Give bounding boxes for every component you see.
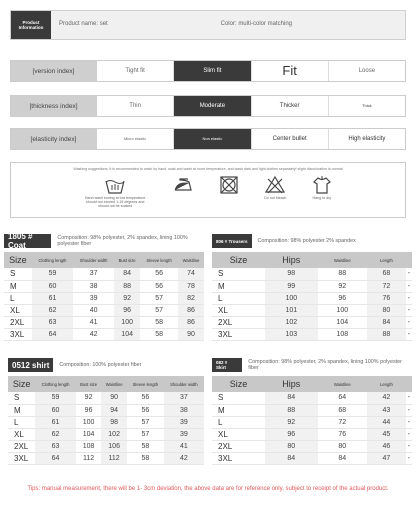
table-cell: 3XL (4, 328, 32, 340)
table-cell: - (406, 440, 412, 452)
table-cell: 59 (35, 392, 75, 404)
column-header (406, 376, 412, 392)
trousers-composition: Composition: 98% polyester 2% spandex (257, 237, 356, 244)
table-cell: 58 (127, 452, 164, 464)
hand-wash-icon: Hand wash ironing at low temperature should not exceed 1-15 degrees and should not be soaked (83, 175, 147, 208)
table-cell: 38 (164, 404, 204, 416)
table-cell: 56 (127, 392, 164, 404)
iron-icon (172, 175, 194, 208)
table-cell: 60 (32, 280, 73, 292)
table-cell: 112 (101, 452, 126, 464)
table-cell: 43 (367, 404, 406, 416)
table-row (212, 304, 412, 316)
table-cell: - (406, 328, 412, 340)
index-row (10, 95, 406, 117)
column-header: Clothing length (35, 376, 75, 392)
table-cell: 92 (318, 280, 367, 292)
column-header: Shoulder width (73, 252, 114, 268)
table-cell: 92 (265, 416, 318, 428)
table-cell: M (8, 404, 35, 416)
table-cell: M (212, 404, 265, 416)
table-cell: 45 (367, 428, 406, 440)
table-row (212, 440, 412, 452)
table-cell: 102 (101, 428, 126, 440)
table-cell: - (406, 316, 412, 328)
table-cell: 84 (265, 452, 318, 464)
table-cell: 100 (76, 416, 102, 428)
column-header: Hips (265, 376, 318, 392)
table-cell: S (4, 268, 32, 280)
index-label: [thickness index] (10, 95, 97, 117)
table-row (8, 404, 204, 416)
index-option: Micro elastic (97, 128, 174, 150)
column-header: Sleeve length (127, 376, 164, 392)
table-cell: S (212, 392, 265, 404)
table-cell: S (212, 268, 265, 280)
table-cell: 57 (127, 428, 164, 440)
index-label: [version index] (10, 60, 97, 82)
column-header (406, 252, 412, 268)
table-cell: 37 (164, 392, 204, 404)
table-cell: XL (212, 428, 265, 440)
table-cell: 40 (73, 304, 114, 316)
table-cell: 94 (101, 404, 126, 416)
table-cell: 72 (318, 416, 367, 428)
table-cell: 96 (76, 404, 102, 416)
table-cell: 42 (367, 392, 406, 404)
table-row (212, 292, 412, 304)
table-row (8, 428, 204, 440)
table-row (8, 452, 204, 464)
table-row (4, 316, 204, 328)
table-cell: 86 (178, 316, 204, 328)
index-option: Tight fit (97, 60, 174, 82)
column-header: Size (4, 252, 32, 268)
product-color: Color: multi-color matching (213, 11, 405, 39)
coat-size-table (4, 234, 204, 341)
table-row (212, 428, 412, 440)
table-cell: 41 (164, 440, 204, 452)
table-cell: - (406, 428, 412, 440)
index-option: Thick (329, 95, 406, 117)
index-option: Thin (97, 95, 174, 117)
index-option: Moderate (174, 95, 251, 117)
table-cell: 3XL (212, 328, 265, 340)
table-cell: 58 (140, 316, 178, 328)
shirt-tag: 0512 shirt (8, 358, 53, 372)
table-cell: 96 (114, 304, 140, 316)
hang-to-dry-icon: Hang to dry (311, 175, 333, 208)
table-cell: 60 (35, 404, 75, 416)
index-row (10, 128, 406, 150)
table-cell: 58 (140, 328, 178, 340)
table-cell: 39 (73, 292, 114, 304)
table-cell: 42 (73, 328, 114, 340)
column-header: Bust size (76, 376, 102, 392)
table-cell: 58 (127, 440, 164, 452)
table-cell: 104 (76, 428, 102, 440)
table-cell: 98 (101, 416, 126, 428)
column-header: Waistline (318, 376, 367, 392)
table-row (4, 328, 204, 340)
table-cell: 88 (114, 280, 140, 292)
table-cell: 44 (367, 416, 406, 428)
table-cell: L (212, 292, 265, 304)
table-cell: 68 (318, 404, 367, 416)
table-cell: 72 (367, 280, 406, 292)
index-option: Slim fit (174, 60, 251, 82)
table-cell: 61 (32, 292, 73, 304)
table-cell: S (8, 392, 35, 404)
table-cell: 80 (318, 440, 367, 452)
shirt-size-table (8, 358, 204, 465)
table-cell: 76 (367, 292, 406, 304)
index-row (10, 60, 406, 82)
table-cell: 92 (76, 392, 102, 404)
table-cell: 86 (178, 304, 204, 316)
table-cell: 104 (318, 316, 367, 328)
table-cell: 57 (140, 292, 178, 304)
table-row (212, 392, 412, 404)
table-cell: 62 (35, 428, 75, 440)
table-cell: 88 (265, 404, 318, 416)
skirt-size-table (212, 358, 412, 465)
index-option: Fit (252, 60, 329, 82)
product-name: Product name: set (51, 11, 213, 39)
table-cell: 100 (318, 304, 367, 316)
table-row (4, 292, 204, 304)
table-cell: 96 (318, 292, 367, 304)
table-cell: 84 (367, 316, 406, 328)
table-cell: 88 (367, 328, 406, 340)
table-cell: 47 (367, 452, 406, 464)
table-cell: 108 (318, 328, 367, 340)
shirt-composition: Composition: 100% polyester fiber (59, 361, 142, 368)
measurement-tips: Tips: manual measurement, there will be 1- 3cm deviation, the above data are for reference only, subject to receipt of the actual product. (27, 486, 389, 492)
column-header: Waistline (101, 376, 126, 392)
table-cell: 42 (164, 452, 204, 464)
table-row (212, 328, 412, 340)
table-row (4, 304, 204, 316)
table-cell: 92 (114, 292, 140, 304)
table-cell: 106 (101, 440, 126, 452)
column-header: Waistline (178, 252, 204, 268)
column-header: Bust size (114, 252, 140, 268)
table-row (8, 416, 204, 428)
table-cell: 84 (265, 392, 318, 404)
table-row (4, 280, 204, 292)
table-row (212, 280, 412, 292)
column-header: Size (212, 252, 265, 268)
table-row (8, 440, 204, 452)
table-cell: 84 (114, 268, 140, 280)
table-cell: - (406, 416, 412, 428)
table-row (212, 404, 412, 416)
table-cell: 2XL (212, 440, 265, 452)
table-cell: 2XL (212, 316, 265, 328)
table-cell: 64 (318, 392, 367, 404)
index-option: Center bullet (252, 128, 329, 150)
table-row (4, 268, 204, 280)
table-row (212, 452, 412, 464)
product-header (10, 10, 406, 40)
index-option: High elasticity (329, 128, 406, 150)
skirt-composition: Composition: 98% polyester, 2% spandex, lining 100% polyester fiber (248, 358, 402, 371)
index-label: [elasticity index] (10, 128, 97, 150)
no-tumble-dry-icon (218, 175, 240, 208)
index-option: Thicker (252, 95, 329, 117)
table-row (212, 416, 412, 428)
table-cell: 38 (73, 280, 114, 292)
table-cell: 98 (265, 268, 318, 280)
table-cell: 46 (367, 440, 406, 452)
table-cell: 100 (265, 292, 318, 304)
table-cell: 112 (76, 452, 102, 464)
table-cell: L (212, 416, 265, 428)
table-cell: 64 (32, 328, 73, 340)
table-cell: 39 (164, 428, 204, 440)
table-row (8, 392, 204, 404)
table-cell: - (406, 292, 412, 304)
column-header: Waistline (318, 252, 367, 268)
table-cell: - (406, 392, 412, 404)
table-cell: XL (212, 304, 265, 316)
table-cell: - (406, 452, 412, 464)
table-cell: 63 (32, 316, 73, 328)
table-row (212, 268, 412, 280)
washing-text: Washing suggestions: It is recommended to wash by hand, soak and wash at room temperature, and wash dark and light clothes separately! slight discoloration is normal (73, 167, 343, 171)
table-cell: L (8, 416, 35, 428)
column-header: Clothing length (32, 252, 73, 268)
table-cell: - (406, 404, 412, 416)
no-bleach-icon: Do not bleach (264, 175, 286, 208)
coat-composition: Composition: 98% polyester, 2% spandex, lining 100% polyester fiber (57, 234, 188, 247)
table-cell: 100 (114, 316, 140, 328)
table-cell: 80 (367, 304, 406, 316)
column-header: Shoulder width (164, 376, 204, 392)
table-cell: XL (4, 304, 32, 316)
washing-suggestions (10, 162, 406, 218)
table-cell: - (406, 268, 412, 280)
table-cell: 68 (367, 268, 406, 280)
table-cell: 3XL (8, 452, 35, 464)
table-cell: 61 (35, 416, 75, 428)
table-cell: 56 (140, 268, 178, 280)
table-cell: 80 (265, 440, 318, 452)
table-cell: 59 (32, 268, 73, 280)
trousers-tag: 806 # Trousers (212, 234, 252, 248)
table-cell: 90 (101, 392, 126, 404)
column-header: Length (367, 376, 406, 392)
table-cell: 3XL (212, 452, 265, 464)
table-cell: - (406, 304, 412, 316)
table-cell: 37 (73, 268, 114, 280)
table-cell: 57 (140, 304, 178, 316)
table-cell: 57 (127, 416, 164, 428)
table-cell: 74 (178, 268, 204, 280)
trousers-size-table (212, 234, 412, 341)
column-header: Length (367, 252, 406, 268)
table-cell: 62 (32, 304, 73, 316)
table-cell: 90 (178, 328, 204, 340)
table-cell: 99 (265, 280, 318, 292)
column-header: Size (8, 376, 35, 392)
table-cell: 82 (178, 292, 204, 304)
index-option: Non elastic (174, 128, 251, 150)
table-cell: 63 (35, 440, 75, 452)
table-cell: 56 (140, 280, 178, 292)
table-cell: M (4, 280, 32, 292)
column-header: Size (212, 376, 265, 392)
column-header: Sleeve length (140, 252, 178, 268)
table-cell: 2XL (8, 440, 35, 452)
table-cell: 78 (178, 280, 204, 292)
table-cell: 64 (35, 452, 75, 464)
table-cell: 56 (127, 404, 164, 416)
table-cell: XL (8, 428, 35, 440)
table-cell: 76 (318, 428, 367, 440)
skirt-tag: 082 # Skirt (212, 358, 242, 372)
table-cell: 103 (265, 328, 318, 340)
index-option: Loose (329, 60, 406, 82)
table-cell: 108 (76, 440, 102, 452)
product-information-label: Product Information (11, 11, 51, 39)
table-cell: 96 (265, 428, 318, 440)
table-cell: 41 (73, 316, 114, 328)
table-cell: 102 (265, 316, 318, 328)
table-cell: 104 (114, 328, 140, 340)
table-cell: 101 (265, 304, 318, 316)
table-cell: - (406, 280, 412, 292)
table-cell: 88 (318, 268, 367, 280)
column-header: Hips (265, 252, 318, 268)
coat-tag: 1805 # Coat (4, 234, 51, 248)
table-cell: 84 (318, 452, 367, 464)
table-cell: L (4, 292, 32, 304)
table-row (212, 316, 412, 328)
table-cell: 39 (164, 416, 204, 428)
table-cell: M (212, 280, 265, 292)
table-cell: 2XL (4, 316, 32, 328)
